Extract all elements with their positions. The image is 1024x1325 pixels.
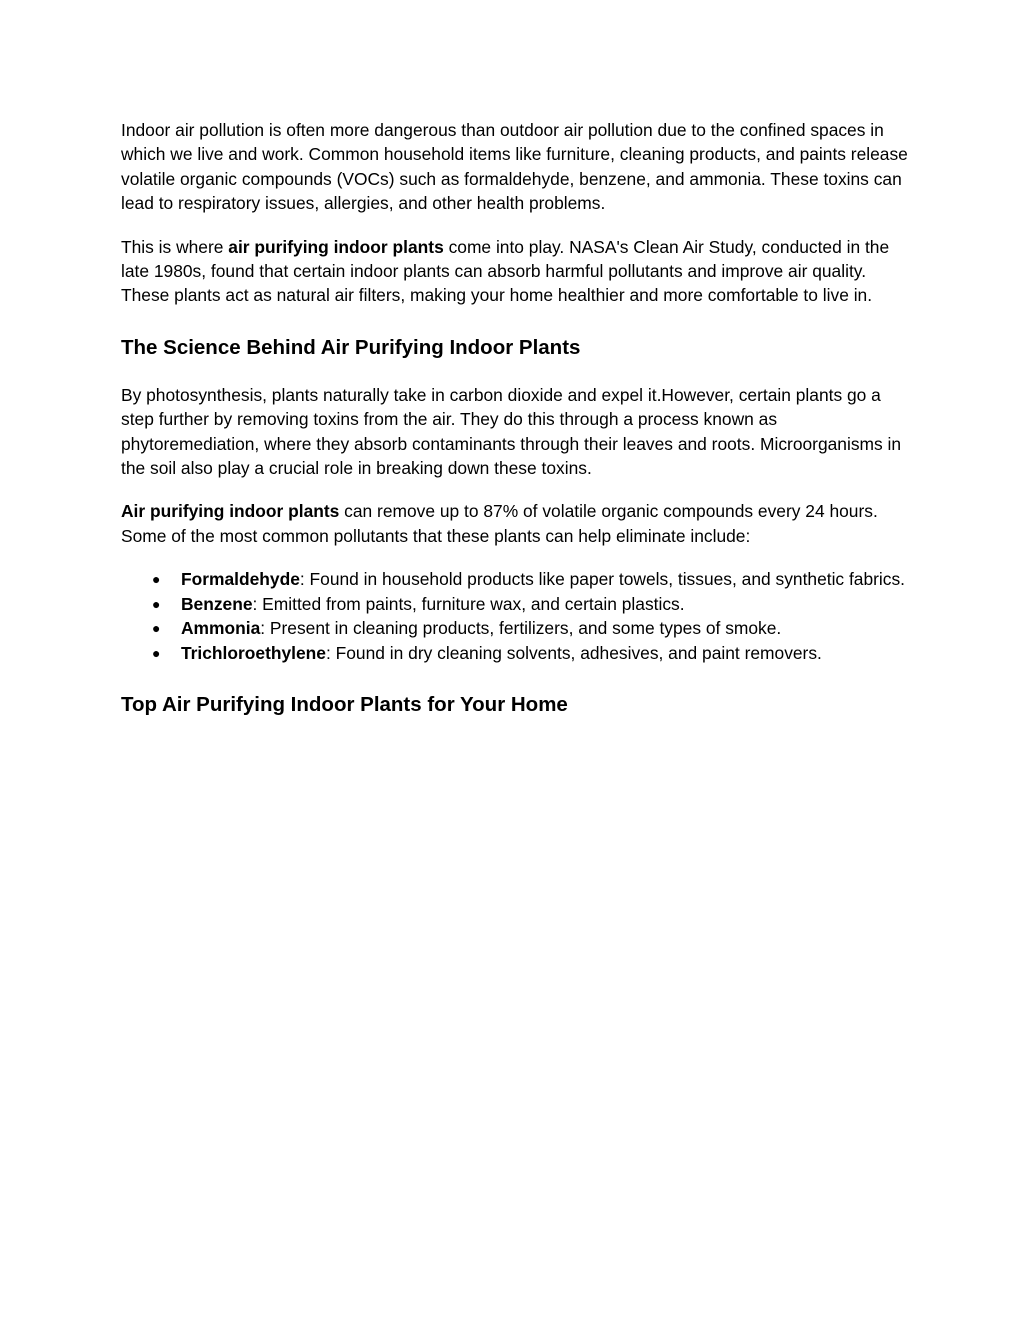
list-item [121, 567, 911, 591]
bullet-icon: ● [152, 644, 161, 661]
pollutant-name: Trichloroethylene [181, 642, 326, 663]
nasa-paragraph-lead: This is where [121, 236, 229, 257]
pollutant-desc: : Present in cleaning products, fertilizers, and some types of smoke. [260, 618, 782, 639]
bullet-icon: ● [152, 571, 161, 588]
list-item [121, 616, 911, 640]
nasa-paragraph-bold: air purifying indoor plants [228, 236, 444, 257]
pollutant-list [121, 567, 911, 665]
pollutant-name: Benzene [181, 593, 253, 614]
top-plants-heading: Top Air Purifying Indoor Plants for Your Home [121, 692, 568, 716]
voc-paragraph [121, 499, 911, 548]
list-item [121, 592, 911, 616]
pollutant-name: Ammonia [181, 618, 261, 639]
pollutant-desc: : Emitted from paints, furniture wax, and certain plastics. [252, 593, 685, 614]
pollutant-desc: : Found in dry cleaning solvents, adhesives, and paint removers. [325, 642, 822, 663]
nasa-paragraph [121, 235, 911, 308]
photosynthesis-paragraph: By photosynthesis, plants naturally take in carbon dioxide and expel it.However, certain plants go a step further by removing toxins from the air. They do this through a process known as phytoremediation, where they absorb contaminants through their leaves and roots. Microorganisms in the soil also play a crucial role in breaking down these toxins. [121, 384, 902, 479]
bullet-icon: ● [152, 620, 161, 637]
list-item [121, 641, 911, 665]
voc-paragraph-bold: Air purifying indoor plants [121, 501, 340, 522]
document-page [121, 118, 911, 740]
voc-paragraph-rest: can remove up to 87% of volatile organic compounds every 24 hours. Some of the most common pollutants that these plants can help eliminate include: [121, 501, 878, 546]
pollutant-desc: : Found in household products like paper towels, tissues, and synthetic fabrics. [299, 569, 906, 590]
nasa-paragraph-rest: come into play. NASA's Clean Air Study, conducted in the late 1980s, found that certain indoor plants can absorb harmful pollutants and improve air quality. These plants act as natural air filters, making your home healthier and more comfortable to live in. [121, 236, 890, 306]
intro-paragraph: Indoor air pollution is often more dangerous than outdoor air pollution due to the confined spaces in which we live and work. Common household items like furniture, cleaning products, and paints release volatile organic compounds (VOCs) such as formaldehyde, benzene, and ammonia. These toxins can lead to respiratory issues, allergies, and other health problems. [121, 120, 908, 214]
bullet-icon: ● [152, 595, 161, 612]
science-heading: The Science Behind Air Purifying Indoor Plants [121, 335, 581, 359]
pollutant-name: Formaldehyde [181, 569, 300, 590]
